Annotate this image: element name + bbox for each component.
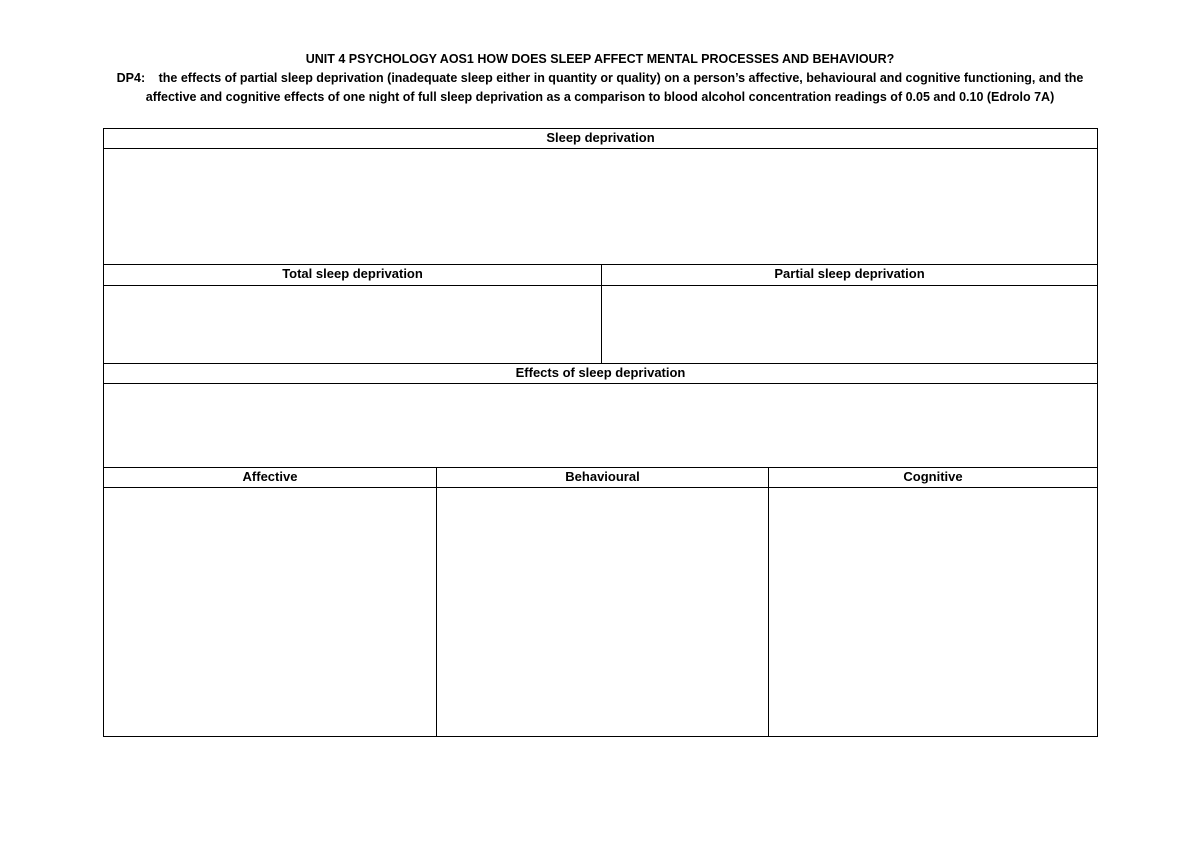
partial-sleep-deprivation-heading: Partial sleep deprivation — [601, 265, 1097, 285]
effects-heading-row — [104, 364, 1097, 384]
worksheet-title: UNIT 4 PSYCHOLOGY AOS1 HOW DOES SLEEP AFFECT MENTAL PROCESSES AND BEHAVIOUR? — [305, 52, 895, 66]
dot-point-text: the effects of partial sleep deprivation (inadequate sleep either in quantity or quality) on a person’s affective, behavioural and cognitive functioning, and the affective and cognitive effects of one night of full sleep deprivation as a comparison to blood alcohol concentration readings of 0.05 and 0.10 (Edrolo 7A) — [145, 71, 1084, 104]
effects-answer-box[interactable] — [104, 384, 1097, 467]
effect-types-heading-row — [104, 468, 1097, 488]
worksheet-header — [100, 50, 1100, 107]
sleep-deprivation-heading: Sleep deprivation — [546, 130, 655, 145]
dot-point-paragraph — [117, 71, 1084, 104]
effect-types-answer-row — [104, 488, 1097, 736]
sleep-deprivation-heading-row — [104, 129, 1097, 149]
total-sleep-deprivation-heading: Total sleep deprivation — [282, 266, 423, 281]
behavioural-heading: Behavioural — [436, 468, 768, 487]
cognitive-answer-box[interactable] — [768, 488, 1097, 736]
effects-answer-row — [104, 384, 1097, 468]
total-sleep-deprivation-answer-box[interactable] — [104, 286, 601, 363]
cognitive-heading: Cognitive — [768, 468, 1097, 487]
sleep-deprivation-answer-box[interactable] — [104, 149, 1097, 264]
partial-sleep-deprivation-answer-box[interactable] — [601, 286, 1097, 363]
behavioural-answer-box[interactable] — [436, 488, 768, 736]
types-heading-row — [104, 265, 1097, 286]
sleep-deprivation-answer-row — [104, 149, 1097, 265]
dot-point-label: DP4: — [116, 71, 146, 85]
affective-answer-box[interactable] — [104, 488, 436, 736]
affective-heading: Affective — [242, 469, 298, 484]
worksheet-table — [103, 128, 1098, 737]
effects-of-sleep-deprivation-heading: Effects of sleep deprivation — [515, 365, 686, 380]
types-answer-row — [104, 286, 1097, 364]
